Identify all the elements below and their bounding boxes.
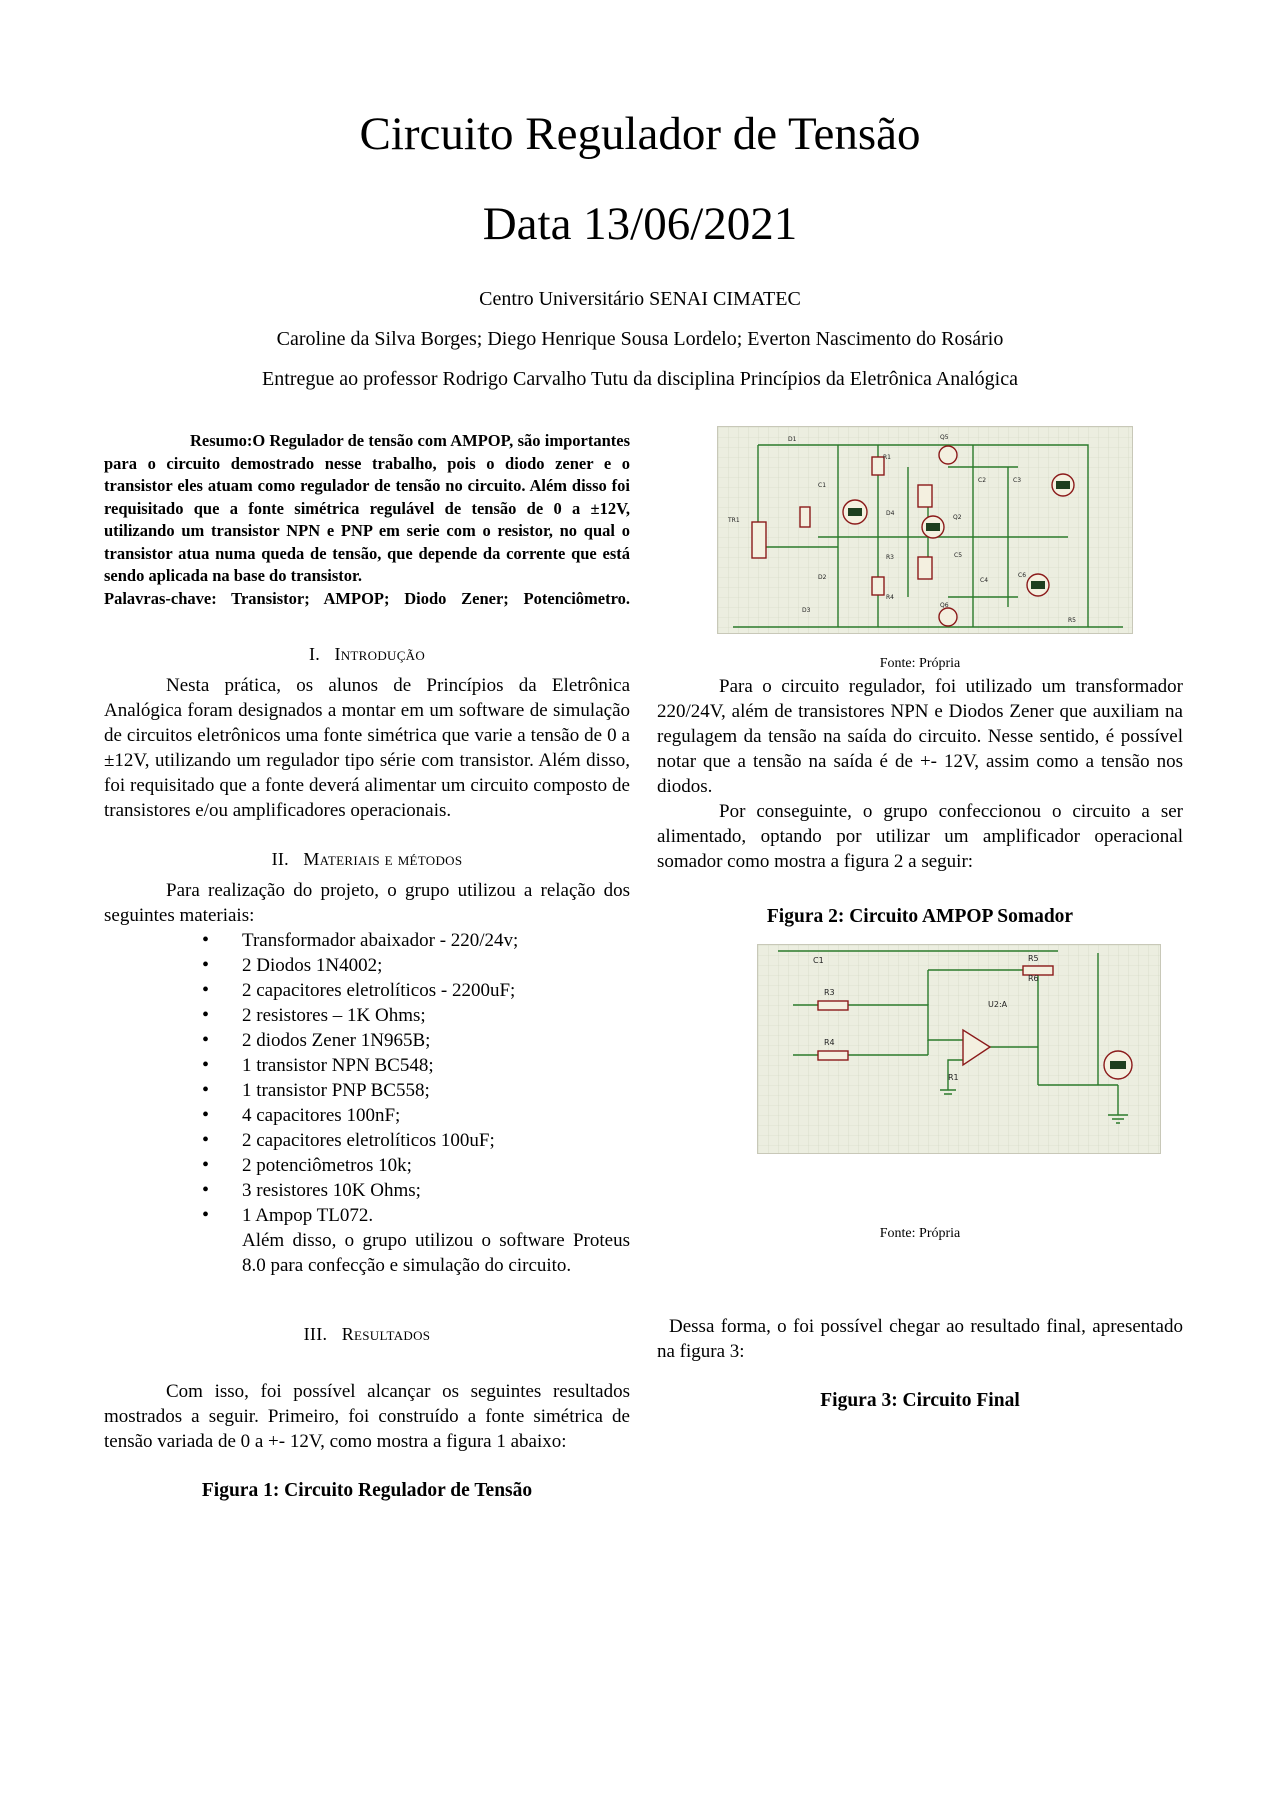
list-item: • 4 capacitores 100nF; (242, 1103, 630, 1128)
figure-1-caption: Fonte: Própria (879, 656, 961, 671)
delivered-to: Entregue ao professor Rodrigo Carvalho Tutu da disciplina Princípios da Eletrônica Analógica (262, 368, 1018, 390)
list-item: • 2 diodos Zener 1N965B; (242, 1028, 630, 1053)
schematic-label: C4 (980, 577, 989, 584)
schematic-label: R5 (1028, 954, 1039, 963)
list-item: • Transformador abaixador - 220/24v; (242, 928, 630, 953)
list-item: • 2 Diodos 1N4002; (242, 953, 630, 978)
figure-3-title: Figura 3: Circuito Final (820, 1390, 1020, 1411)
schematic-label: R4 (886, 594, 894, 601)
schematic-label: R3 (824, 988, 835, 997)
schematic-label: C2 (978, 477, 987, 484)
list-item: • 2 potenciômetros 10k; (242, 1153, 630, 1178)
ampop-schematic (758, 945, 1160, 1153)
schematic-label: R6 (1028, 974, 1039, 983)
list-item: • 2 capacitores eletrolíticos 100uF; (242, 1128, 630, 1153)
keywords: Palavras-chave: Transistor; AMPOP; Diodo Zener; Potenciômetro. (104, 588, 630, 608)
section-heading-results: III. Resultados (303, 1324, 431, 1344)
results-text: Com isso, foi possível alcançar os seguintes resultados mostrados a seguir. Primeiro, foi construído a fonte simétrica de tensão variada de 0 a +- 12V, como mostra a figura 1 abaixo: (104, 1381, 630, 1452)
schematic-label: R4 (824, 1038, 835, 1047)
authors: Caroline da Silva Borges; Diego Henrique Sousa Lordelo; Everton Nascimento do Rosário (276, 328, 1004, 350)
list-item: • 1 Ampop TL072. (242, 1203, 630, 1228)
schematic-label: C1 (813, 956, 824, 965)
right-paragraph-1: Para o circuito regulador, foi utilizado um transformador 220/24V, além de transistores NPN e Diodos Zener que auxiliam na regulagem da tensão na saída do circuito. Nesse sentido, é possível notar que a tensão na saída é de +- 12V, assim como a tensão nos diodos. (657, 676, 1183, 797)
figure-2-image (757, 944, 1161, 1154)
schematic-label: Q2 (953, 514, 962, 521)
list-item: • 3 resistores 10K Ohms; (242, 1178, 630, 1203)
schematic-label: R5 (1068, 617, 1076, 624)
figure-1-image (717, 426, 1133, 634)
list-item: • 2 resistores – 1K Ohms; (242, 1003, 630, 1028)
abstract-text: Resumo:O Regulador de tensão com AMPOP, são importantes para o circuito demostrado nesse trabalho, pois o diodo zener e o transistor eles atuam como regulador de tensão no circuito. Além disso foi requisitado que a fonte simétrica regulável de tensão de 0 a ±12V, utilizando um transistor NPN e PNP em serie com o resistor, no qual o transistor atua numa queda de tensão, que depende da corrente que está sendo aplicada na base do transistor. (104, 431, 630, 585)
intro-text: Nesta prática, os alunos de Princípios da Eletrônica Analógica foram designados a montar em um software de simulação de circuitos eletrônicos uma fonte simétrica que varie a tensão de 0 a ±12V, utilizando um regulador tipo série com transistor. Além disso, foi requisitado que a fonte deverá alimentar um circuito composto de transistores e/ou amplificadores operacionais. (104, 675, 630, 821)
left-column (104, 430, 630, 1502)
section-heading-intro: I. Introdução (308, 644, 426, 664)
schematic-label: C6 (1018, 572, 1027, 579)
list-item: • 2 capacitores eletrolíticos - 2200uF; (242, 978, 630, 1003)
schematic-label: Q6 (940, 602, 949, 609)
figure-1-title: Figura 1: Circuito Regulador de Tensão (201, 1480, 533, 1501)
schematic-label: U2:A (988, 1000, 1008, 1009)
right-paragraph-2: Por conseguinte, o grupo confeccionou o circuito a ser alimentado, optando por utilizar um amplificador operacional somador como mostra a figura 2 a seguir: (657, 801, 1183, 872)
right-column (657, 426, 1183, 1412)
regulator-schematic (718, 427, 1132, 633)
schematic-label: R1 (948, 1073, 959, 1082)
schematic-label: R1 (883, 454, 891, 461)
schematic-label: R3 (886, 554, 894, 561)
schematic-label: D3 (802, 607, 811, 614)
schematic-label: D2 (818, 574, 827, 581)
methods-after-text: Além disso, o grupo utilizou o software Proteus 8.0 para confecção e simulação do circuito. (242, 1230, 630, 1276)
institution: Centro Universitário SENAI CIMATEC (479, 288, 801, 310)
schematic-label: C1 (818, 482, 827, 489)
schematic-label: TR1 (728, 517, 740, 524)
materials-list (242, 928, 630, 1228)
list-item: • 1 transistor PNP BC558; (242, 1078, 630, 1103)
figure-2-caption: Fonte: Própria (879, 1226, 961, 1241)
paper-date: Data 13/06/2021 (482, 198, 798, 250)
schematic-label: D4 (886, 510, 895, 517)
list-item: • 1 transistor NPN BC548; (242, 1053, 630, 1078)
schematic-label: C5 (954, 552, 963, 559)
schematic-label: Q5 (940, 434, 949, 441)
schematic-label: C3 (1013, 477, 1022, 484)
section-heading-methods: II. Materiais e métodos (271, 849, 463, 869)
figure-2-title: Figura 2: Circuito AMPOP Somador (766, 906, 1074, 927)
paper-title: Circuito Regulador de Tensão (359, 108, 921, 160)
schematic-label: D1 (788, 436, 797, 443)
methods-text: Para realização do projeto, o grupo utilizou a relação dos seguintes materiais: (104, 880, 630, 926)
right-paragraph-3: Dessa forma, o foi possível chegar ao resultado final, apresentado na figura 3: (657, 1316, 1183, 1362)
